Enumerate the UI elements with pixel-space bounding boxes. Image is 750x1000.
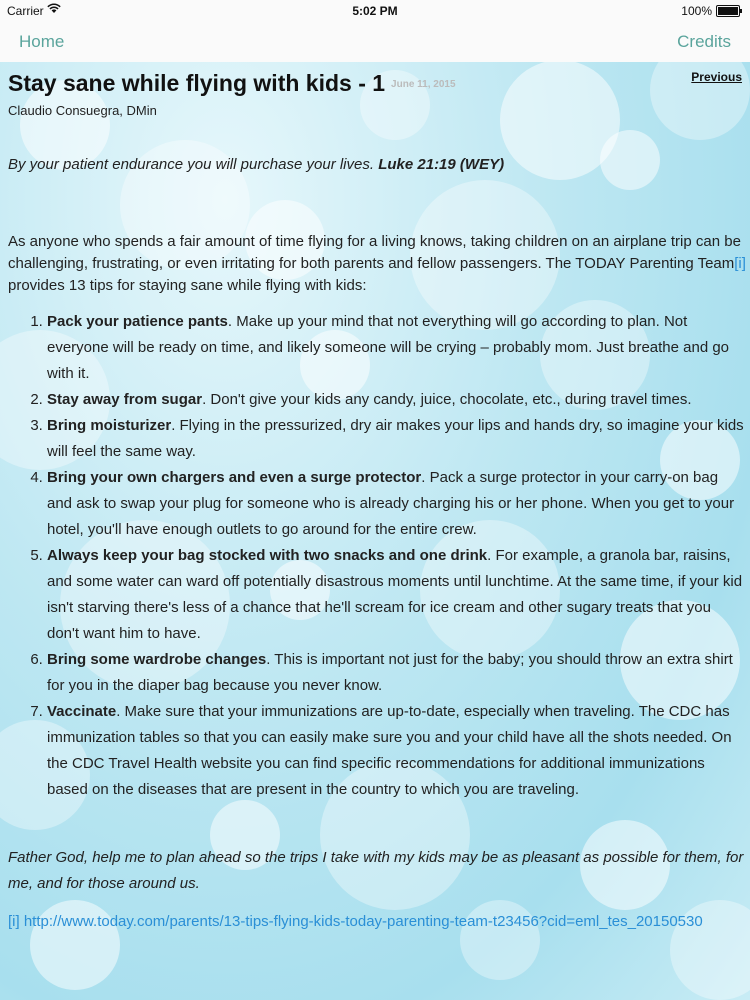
article-author: Claudio Consuegra, DMin xyxy=(8,103,157,118)
list-item: 5. Always keep your bag stocked with two snacks and one drink. For example, a granola bar, raisins, and some water can ward off potentially disastrous moments until lunchtime. At the same time, if your kid isn't starving there's less of a chance that he'll scream for ice cream and other sugary treats that you don't want him to have. xyxy=(47,543,746,647)
footnote-link[interactable]: [i] http://www.today.com/parents/13-tips-flying-kids-today-parenting-team-t23456?cid=eml_tes_20150530 xyxy=(8,913,703,930)
navigation-bar xyxy=(0,22,750,62)
scripture-verse: By your patient endurance you will purchase your lives. Luke 21:19 (WEY) xyxy=(8,156,505,173)
battery-indicator xyxy=(681,3,742,18)
home-button[interactable]: Home xyxy=(19,32,65,51)
list-item: 2. Stay away from sugar. Don't give your kids any candy, juice, chocolate, etc., during travel times. xyxy=(47,387,746,413)
tips-list xyxy=(8,309,746,803)
previous-link[interactable]: Previous xyxy=(691,70,742,84)
article-title: Stay sane while flying with kids - 1 June 11, 2015 xyxy=(8,70,456,96)
credits-button[interactable]: Credits xyxy=(677,32,731,51)
list-item: 3. Bring moisturizer. Flying in the pressurized, dry air makes your lips and hands dry, so imagine your kids will feel the same way. xyxy=(47,413,746,465)
list-item: 4. Bring your own chargers and even a surge protector. Pack a surge protector in your carry-on bag and ask to swap your plug for someone who is already charging his or her phone. When you get to your hotel, you'll have enough outlets to go around for the entire crew. xyxy=(47,465,746,543)
verse-reference: Luke 21:19 (WEY) xyxy=(378,156,505,173)
list-item: 1. Pack your patience pants. Make up your mind that not everything will go according to plan. Not everyone will be ready on time, and likely someone will be crying – probably mom. Just breathe and go with it. xyxy=(47,309,746,387)
article-date: June 11, 2015 xyxy=(391,79,456,91)
carrier-label: Carrier xyxy=(7,4,44,18)
closing-prayer: Father God, help me to plan ahead so the trips I take with my kids may be as pleasant as possible for them, for me, and for those around us. xyxy=(8,849,744,892)
article-content xyxy=(8,62,746,935)
status-time: 5:02 PM xyxy=(352,4,398,18)
intro-paragraph: As anyone who spends a fair amount of time flying for a living knows, taking children on an airplane trip can be challenging, frustrating, or even irritating for both parents and fellow passengers. The TODAY Parenting Team[i] provides 13 tips for staying sane while flying with kids: xyxy=(8,233,746,294)
battery-percent: 100% xyxy=(681,3,712,18)
battery-icon xyxy=(716,5,740,17)
list-item: 7. Vaccinate. Make sure that your immunizations are up-to-date, especially when traveling. The CDC has immunization tables so that you can easily make sure you and your child have all the shots needed. On the CDC Travel Health website you can find specific recommendations for additional immunizations based on the diseases that are present in the country to which you are traveling. xyxy=(47,699,746,803)
list-item: 6. Bring some wardrobe changes. This is important not just for the baby; you should throw an extra shirt for you in the diaper bag because you never know. xyxy=(47,647,746,699)
footnote-ref-link[interactable]: [i] xyxy=(734,255,746,272)
status-bar xyxy=(0,0,750,22)
